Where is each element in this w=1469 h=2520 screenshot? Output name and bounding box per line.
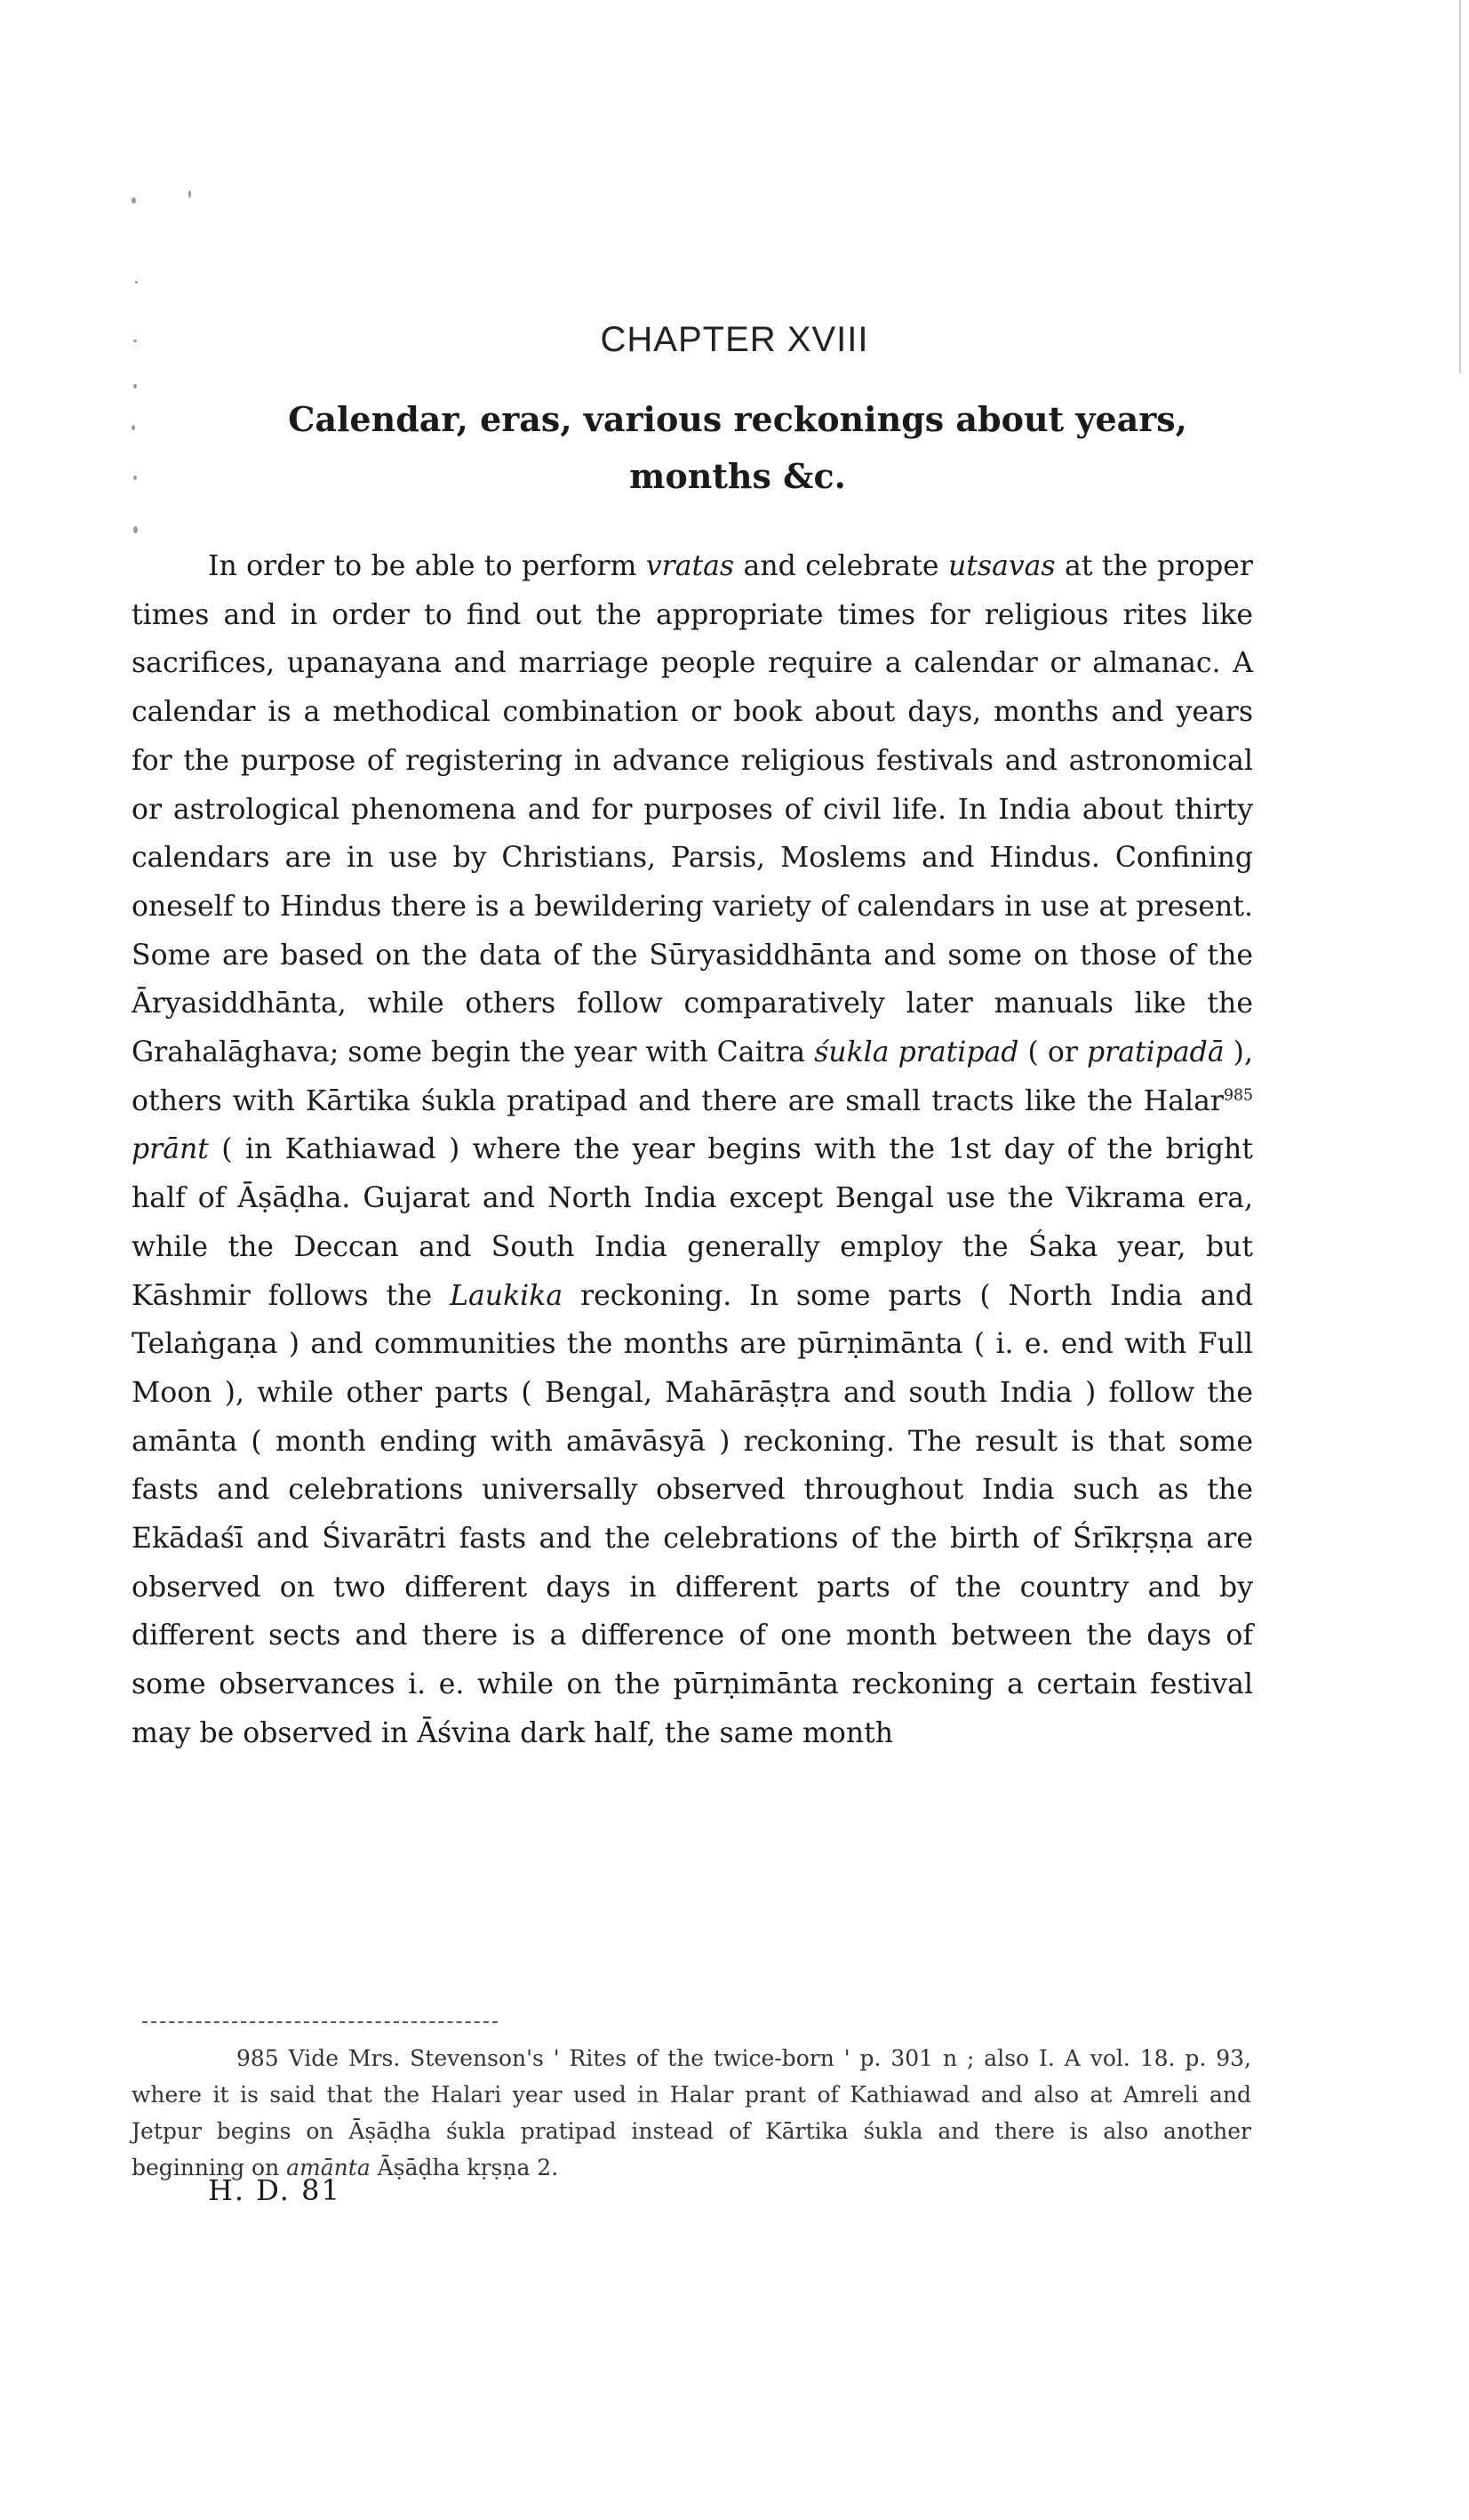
scan-speck bbox=[133, 526, 138, 533]
chapter-title: CHAPTER XVIII bbox=[600, 320, 869, 359]
term-pratipada: pratipadā bbox=[1086, 1036, 1225, 1069]
text-run: In order to be able to perform bbox=[208, 550, 646, 582]
footnote-divider bbox=[142, 2021, 498, 2023]
scan-speck bbox=[133, 384, 137, 388]
text-run: reckoning. In some parts ( North India and Telaṅgaṇa ) and communities the months are pūrṇimānta ( i. e. end with Full Moon ), while other parts ( Bengal, Mahārāṣṭra and south India ) follow the amānta ( month ending with amāvāsyā ) reckoning. The result is that some fasts and celebrations universally observed throughout India such as the Ekādaśī and Śivarātri fasts and the celebrations of the birth of Śrīkṛṣṇa are observed on two different days in different parts of the country and by different sects and there is a difference of one month between the days of some observances i. e. while on the pūrṇimānta reckoning a certain festival may be observed in Āśvina dark half, the same month bbox=[132, 1279, 1253, 1749]
body-paragraph bbox=[132, 542, 1253, 1758]
term-utsavas: utsavas bbox=[947, 550, 1056, 582]
footnote-number: 985 bbox=[236, 2045, 279, 2071]
text-run: at the proper times and in order to find out the appropriate times for religious rites like sacrifices, upanayana and marriage people require a calendar or almanac. A calendar is a methodical combination or book about days, months and years for the purpose of registering in advance religious festivals and astronomical or astrological phenomena and for purposes of civil life. In India about thirty calendars are in use by Christians, Parsis, Moslems and Hindus. Confining oneself to Hindus there is a bewildering variety of calendars in use at present. Some are based on the data of the Sūryasiddhānta and some on those of the Āryasiddhānta, while others follow comparatively later manuals like the Grahalāghava; some begin the year with Caitra bbox=[132, 550, 1253, 1069]
text-run: ( in Kathiawad ) where the year begins with the 1st day of the bright half of Āṣāḍha. Gujarat and North India except Bengal use the Vikrama era, while the Deccan and South India generally employ the Śaka year, but Kāshmir follows the bbox=[132, 1133, 1253, 1312]
term-vratas: vratas bbox=[645, 550, 735, 582]
scan-speck bbox=[132, 425, 135, 430]
text-run: and celebrate bbox=[734, 550, 948, 582]
footnote-reference[interactable]: 985 bbox=[1223, 1086, 1253, 1105]
term-prant: prānt bbox=[132, 1133, 209, 1166]
page-signature-mark: H. D. 81 bbox=[208, 2173, 341, 2207]
footnote-text: Vide Mrs. Stevenson's ' Rites of the twice-born ' p. 301 n ; also I. A vol. 18. p. 93, where it is said that the Halari year used in Halar prant of Kathiawad and also at Amreli and Jetpur begins on Āṣāḍha śukla pratipad instead of Kārtika śukla and there is also another beginning on bbox=[132, 2045, 1251, 2180]
term-laukika: Laukika bbox=[450, 1279, 563, 1312]
term-amanta: amānta bbox=[286, 2155, 371, 2180]
text-run: ), others with Kārtika śukla pratipad and there are small tracts like the Halar bbox=[132, 1036, 1253, 1117]
scan-speck bbox=[135, 281, 138, 284]
footnote-text: Āṣāḍha kṛṣṇa 2. bbox=[370, 2155, 559, 2180]
term-sukla-pratipad: śukla pratipad bbox=[814, 1036, 1019, 1069]
subtitle-line-1: Calendar, eras, various reckonings about years, bbox=[288, 399, 1187, 439]
scan-speck bbox=[188, 190, 191, 198]
subtitle-line-2: months &c. bbox=[629, 456, 846, 496]
text-run: ( or bbox=[1018, 1036, 1087, 1069]
chapter-subtitle bbox=[204, 391, 1271, 505]
scan-speck bbox=[132, 197, 136, 204]
footnote bbox=[132, 2040, 1251, 2186]
scan-speck bbox=[133, 476, 137, 480]
page-edge-line bbox=[1459, 0, 1461, 373]
